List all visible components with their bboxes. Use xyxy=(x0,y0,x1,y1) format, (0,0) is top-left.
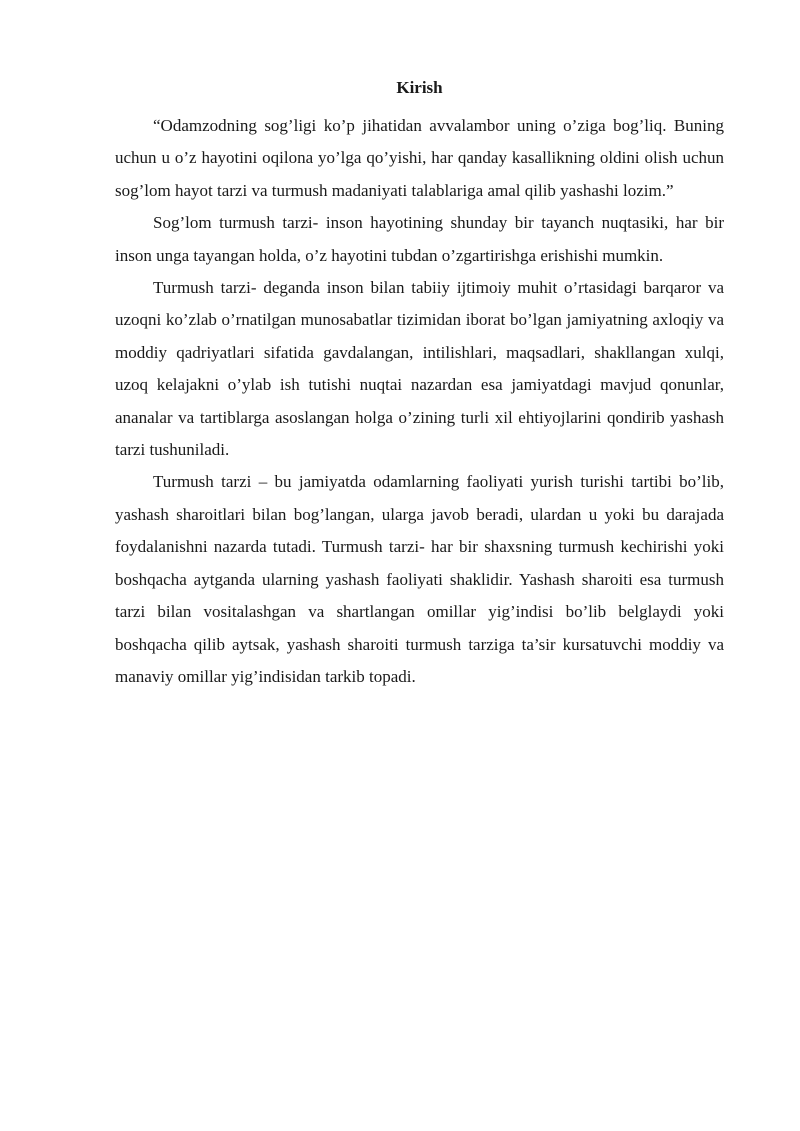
paragraph-1: “Odamzodning sog’ligi ko’p jihatidan avvalambor uning o’ziga bog’liq. Buning uchun u o’z hayotini oqilona yo’lga qo’yishi, har qanday kasallikning oldini olish uchun sog’lom hayot tarzi va turmush madaniyati talablariga amal qilib yashashi lozim.” xyxy=(115,116,724,200)
paragraph-3: Turmush tarzi- deganda inson bilan tabiiy ijtimoiy muhit o’rtasidagi barqaror va uzoqni ko’zlab o’rnatilgan munosabatlar tizimidan iborat bo’lgan jamiyatning axloqiy va moddiy qadriyatlari sifatida gavdalangan, intilishlari, maqsadlari, shakllangan xulqi, uzoq kelajakni o’ylab ish tutishi nuqtai nazardan esa jamiyatdagi mavjud qonunlar, ananalar va tartiblarga asoslangan holga o’zining turli xil ehtiyojlarini qondirib yashash tarzi tushuniladi. xyxy=(115,278,724,460)
document-body xyxy=(115,72,724,693)
page-title: Kirish xyxy=(396,78,443,97)
paragraph-4: Turmush tarzi – bu jamiyatda odamlarning faoliyati yurish turishi tartibi bo’lib, yashash sharoitlari bilan bog’langan, ularga javob beradi, ulardan u yoki bu darajada foydalanishni nazarda tutadi. Turmush tarzi- har bir shaxsning turmush kechirishi yoki boshqacha aytganda ularning yashash faoliyati shaklidir. Yashash sharoiti esa turmush tarzi bilan vositalashgan va shartlangan omillar yig’indisi bo’lib belglaydi yoki boshqacha qilib aytsak, yashash sharoiti turmush tarziga ta’sir kursatuvchi moddiy va manaviy omillar yig’indisidan tarkib topadi. xyxy=(115,472,724,686)
paragraph-2: Sog’lom turmush tarzi- inson hayotining shunday bir tayanch nuqtasiki, har bir inson unga tayangan holda, o’z hayotini tubdan o’zgartirishga erishishi mumkin. xyxy=(115,213,724,265)
